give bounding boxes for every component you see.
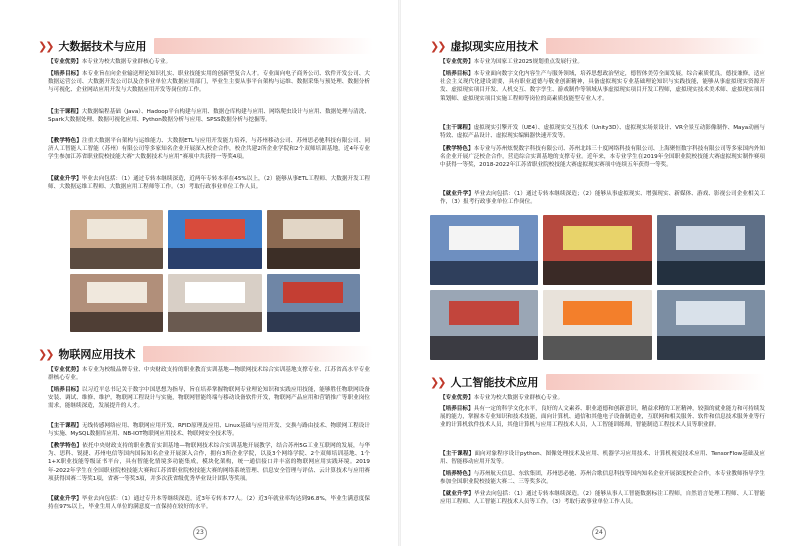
section-header-vr bbox=[430, 36, 765, 56]
section-header-ai bbox=[430, 372, 765, 392]
paragraph bbox=[48, 58, 370, 66]
paragraph bbox=[440, 145, 765, 187]
students-photo bbox=[70, 274, 163, 333]
event-photo bbox=[168, 210, 261, 269]
right-page bbox=[400, 0, 799, 546]
training-room-photo bbox=[657, 215, 765, 285]
header-bar bbox=[546, 38, 765, 54]
paragraph-text: 毕业去向包括：（1）通过专转本继续深造；（2）能够从事虚拟现实、增强现实、新媒体、游戏、影视公司企业相关工作，（3）报考行政事业单位工作岗位。 bbox=[440, 191, 765, 206]
paragraph-label: 【培养目标】 bbox=[48, 387, 82, 393]
section-title: 大数据技术与应用 bbox=[58, 40, 147, 53]
paragraph bbox=[48, 366, 370, 383]
conference-photo bbox=[267, 274, 360, 333]
paragraph bbox=[440, 70, 765, 120]
page-number: 24 bbox=[592, 526, 606, 540]
paragraph-text: 以习近平总书记关于数字中国思想为指导，旨在培养掌握物联网专业理论知识和实践应用技能，能够胜任物联网设备安装、调试、维修、维护，物联网工程设计与实施，物联网智能终端与移动设备软件开发，物联网产品应用和营销推广等职业岗位需求，能继续深造，发展提升的人才。 bbox=[48, 387, 370, 410]
section-title: 人工智能技术应用 bbox=[450, 376, 539, 389]
paragraph bbox=[440, 394, 765, 402]
paragraph bbox=[48, 386, 370, 419]
page-number: 23 bbox=[193, 526, 207, 540]
paragraph bbox=[440, 124, 765, 141]
paragraph-label: 【专业优势】 bbox=[440, 59, 474, 65]
paragraph-text: 面向对象程序设计python、图像处理技术及应用、机器学习应用技术、计算机视觉技术应用、TensorFlow基础及应用、智能移动应用开发等。 bbox=[440, 451, 765, 466]
paragraph-label: 【教学特色】 bbox=[48, 443, 83, 449]
paragraph-label: 【专业优势】 bbox=[48, 367, 82, 373]
paragraph-text: 大数据编程基础（Java）、Hadoop平台构建与应用、数据仓库构建与应用、网络爬虫设计与应用、数据处理与清洗、Spark大数据处理、数据可视化应用、Python数据分析与应用、SPSS数据分析与挖掘等。 bbox=[48, 109, 370, 124]
paragraph-text: 依托中央财政支持的职业教育实训基地—物联网技术综合实训基地开展教学，结合苏州5G工业互联网的发展，与华为、思科、锐捷、苏州电信等国内国际知名企业开展深入合作，拥有3所企业学院，以及3个网络学院、2个双师培训基地、1个1+X职业技能等级证书平台，具有智能化情境多功能集成，模块化架构，统一通信接口并丰富的物联网应用实践环境。2019年-2022年学生在全国职业院校技能大赛和江苏省职业院校技能大赛的网络系统管理、信息安全管理与评估、云计算技术与应用赛项获得国赛二等奖1項，省赛一等奖3項，并多次获省级优秀毕业设计团队等奖项。 bbox=[48, 443, 370, 482]
chevron-right-icon: ❯❯ bbox=[38, 347, 53, 361]
paragraph-label: 【就业升学】 bbox=[440, 191, 475, 197]
paragraph bbox=[440, 190, 765, 207]
paragraph-text: 毕业去向包括：（1）通过专升本等继续深造，近3年专转本77人。（2）近3年就业率均达到96.8%，毕业生满意度保持在97%以上，毕业生用人单位的满意度一直保持在较好的水平。 bbox=[48, 496, 370, 511]
paragraph bbox=[440, 450, 765, 467]
paragraph-text: 本专业面向数字文化内容生产与服务领域，培养思想政治坚定，德智体美劳全面发展，综合素质优良，德技兼修，适应社会主义现代化建设需要，具有职业道德与敬业创新精神，具备虚拟现实专业基础理论知识与实践技能，能够从事虚拟现实资源开发、虚拟现实项目开发、人机交互、数字孪生、游戏制作等领域从事虚拟现实项目开发工程师，虚拟现实技术美术师、虚拟现实项目策划师、虚拟现实项目实施工程师等岗位的高素质技能型专业人才。 bbox=[440, 71, 765, 102]
section-title: 虚拟现实应用技术 bbox=[450, 40, 539, 53]
paragraph bbox=[440, 405, 765, 447]
paragraph-label: 【培养目标】 bbox=[440, 406, 474, 412]
chevron-right-icon: ❯❯ bbox=[38, 39, 53, 53]
paragraph-label: 【就业升学】 bbox=[48, 176, 82, 182]
header-bar bbox=[546, 374, 765, 390]
paragraph-text: 本专业为校大数据专业群核心专业。 bbox=[473, 395, 564, 401]
paragraph bbox=[48, 422, 370, 439]
paragraph-label: 【培养目标】 bbox=[48, 71, 82, 77]
photo-grid-vr bbox=[430, 215, 765, 360]
partner-company-photo bbox=[543, 290, 651, 360]
section-header-iot bbox=[38, 344, 373, 364]
paragraph-text: 注重大数据平台架构与运维能力、大数据ETL与应用开发能力培养，与苏州移动公司、苏州思必驰科技有限公司、同济人工智能人工智能（苏州）有限公司等多家知名企业开展深入校企合作，校企共建2所企业学院和2个双师培训基地，近4年专业学生参加江苏省职业院校技能大赛“大数据技术与应用”赛项中共获得一等奖4項。 bbox=[48, 138, 370, 161]
paragraph-label: 【就业升学】 bbox=[440, 491, 475, 497]
paragraph-text: 本专业旨在向企业输送理论知识扎实、职业技能实用的创新型复合人才。专业面向电子商务公司、软件开发公司、大数据运营公司、大数据开发公司以及企事业单位大数据应用部门，毕业生主要从事平台架构与运维、数据采集与预处理、数据分析与可视化、企业网站应用开发与大数据应用开发等岗位的工作。 bbox=[48, 71, 370, 94]
classroom-photo bbox=[70, 210, 163, 269]
photo-grid-bigdata bbox=[70, 210, 360, 332]
paragraph bbox=[440, 470, 765, 487]
paragraph bbox=[48, 108, 370, 133]
paragraph bbox=[48, 442, 370, 492]
chevron-right-icon: ❯❯ bbox=[430, 375, 445, 389]
computer-lab-photo bbox=[657, 290, 765, 360]
paragraph-text: 与苏州航天信息、东软集团，苏州思必驰、苏州合歌信息科技等国内知名企业开展深度校企合作，本专业教师指导学生参加全国职业院校技能大赛二、三等奖多次。 bbox=[440, 471, 765, 486]
paragraph-label: 【主干课程】 bbox=[440, 125, 474, 131]
lab-photo bbox=[168, 274, 261, 333]
header-bar bbox=[154, 38, 373, 54]
paragraph-label: 【培养特色】 bbox=[440, 471, 474, 477]
signing-ceremony-photo bbox=[430, 290, 538, 360]
paragraph-label: 【专业优势】 bbox=[440, 395, 474, 401]
paragraph-text: 本专业为国家工业2025规划重点发展行业。 bbox=[473, 59, 583, 65]
paragraph-label: 【培养目标】 bbox=[440, 71, 474, 77]
paragraph-text: 具有一定的科学文化水平，良好的人文素养、职业道德和创新意识，精益求精的工匠精神，较强的就业能力和可持续发展的能力，掌握本专业知识和技术技能，面向计算机、通信和其他电子设备制造业，互联网和相关服务、软件和信息技术服务业等行业的计算机软件技术人员，其他计算机与应用工程技术人员，人工智能训练师，智能制造工程技术人员等职业群。 bbox=[440, 406, 765, 429]
award-ceremony-photo bbox=[543, 215, 651, 285]
paragraph-label: 【就业升学】 bbox=[48, 496, 82, 502]
paragraph-label: 【教学特色】 bbox=[440, 146, 474, 152]
header-bar bbox=[143, 346, 373, 362]
meeting-photo bbox=[267, 210, 360, 269]
vr-lab-photo bbox=[430, 215, 538, 285]
paragraph-text: 毕业去向包括：（1）通过专转本继续深造，近两年专转本率在45%以上，（2）能够从事ETL工程师、大数据开发工程师、大数据运维工程师、大数据应用工程师等工作。（3）考取行政事业单位工作人员。 bbox=[48, 176, 370, 191]
paragraph bbox=[48, 175, 370, 200]
left-page bbox=[0, 0, 399, 546]
paragraph-text: 毕业去向包括：（1）通过专转本继续深造。（2）能够从事人工智能数据标注工程师，自然语言处理工程师、人工智能应用工程师、人工智能工程技术人员等工作。（3）考取行政事业单位工作人员。 bbox=[440, 491, 765, 506]
paragraph-text: 本专业与苏州炫悦数字科技有限公司、苏州北纬三十度网络科技有限公司、上海聚恒数字科技有限公司等多家国内外知名企业开展广泛校企合作，营造综合实训基地的支撑专业。近年来，本专业学生在2019年全国职业院校技能大赛虚拟现实制作赛项中获得一等奖，2018-2022年江苏省职业院校技能大赛虚拟现实赛项中连续五年获得一等奖。 bbox=[440, 146, 765, 169]
chevron-right-icon: ❯❯ bbox=[430, 39, 445, 53]
paragraph bbox=[48, 137, 370, 171]
section-title: 物联网应用技术 bbox=[58, 348, 136, 361]
paragraph bbox=[48, 70, 370, 103]
paragraph-label: 【专业优势】 bbox=[48, 59, 82, 65]
paragraph bbox=[440, 490, 765, 515]
paragraph bbox=[440, 58, 765, 66]
paragraph-label: 【教学特色】 bbox=[48, 138, 83, 144]
paragraph-label: 【主干课程】 bbox=[48, 109, 82, 115]
section-header-bigdata bbox=[38, 36, 373, 56]
paragraph-text: 本专业为校级品牌专业、中央财政支持的职业教育实训基地—物联网技术综合实训基地支撑专业、江苏省高水平专业群核心专业。 bbox=[48, 367, 370, 382]
paragraph-text: 本专业为校大数据专业群核心专业。 bbox=[81, 59, 172, 65]
paragraph-text: 虚拟现实引擎开发（UE4）、虚拟现实交互技术（Unity3D）、虚拟现实场景设计、VR全景互动影像制作、Maya动画与特效、虚拟产品设计、虚拟现实编辑器快速开发等。 bbox=[440, 125, 765, 140]
paragraph bbox=[48, 495, 370, 512]
paragraph-text: 无线传感网络应用、物联网应用开发、RFID原理及应用、Linux基础与应用开发、交换与路由技术、物联网工程设计与实施、MySQL数据库应用、NB-IOT物联网应用技术、物联网安全技术等。 bbox=[48, 423, 370, 438]
paragraph-label: 【主干课程】 bbox=[440, 451, 475, 457]
paragraph-label: 【主干课程】 bbox=[48, 423, 82, 429]
